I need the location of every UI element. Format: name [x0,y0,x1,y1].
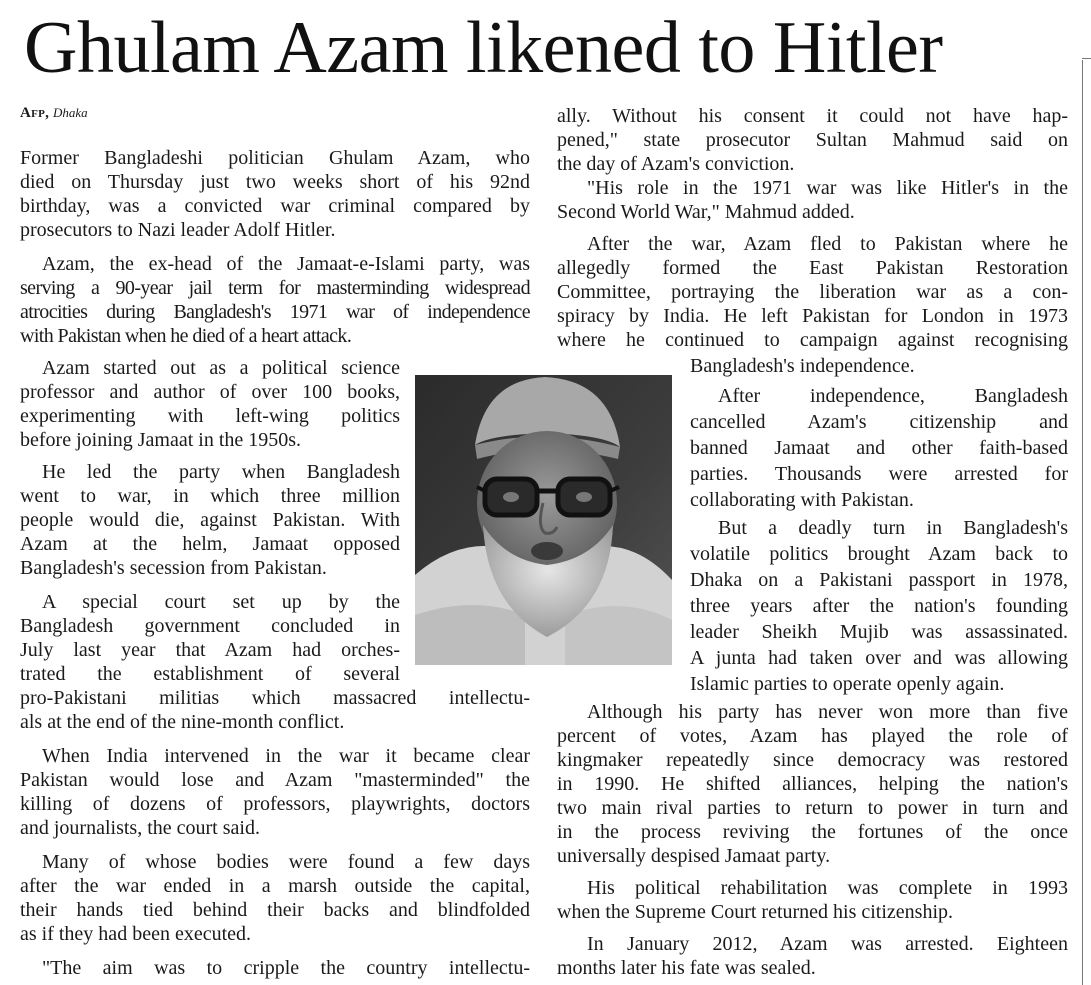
text-line: Although his party has never won more than five [587,701,1068,723]
text-line: killing of dozens of professors, playwrights, doctors [20,793,530,815]
text-line: professor and author of over 100 books, [20,381,400,403]
text-line: universally despised Jamaat party. [557,845,831,867]
text-line: ally. Without his consent it could not have hap- [557,105,1068,127]
text-line: banned Jamaat and other faith-based [690,437,1068,459]
text-line: trated the establishment of several [20,663,400,685]
text-line: and journalists, the court said. [20,817,260,839]
text-line: percent of votes, Azam has played the role of [557,725,1068,747]
text-line: serving a 90-year jail term for masterminding widespread [20,277,530,299]
text-line: where he continued to campaign against recognising [557,329,1068,351]
text-line: allegedly formed the East Pakistan Restoration [557,257,1068,279]
text-line: their hands tied behind their backs and blindfolded [20,899,530,921]
column-rule [1082,60,1083,985]
text-line: "His role in the 1971 war was like Hitler's in the [587,177,1068,199]
text-line: experimenting with left-wing politics [20,405,400,427]
text-line: He led the party when Bangladesh [42,461,400,483]
text-line: pro-Pakistani militias which massacred intellectu- [20,687,530,709]
text-line: A junta had taken over and was allowing [690,647,1068,669]
text-line: collaborating with Pakistan. [690,489,914,511]
text-line: the day of Azam's conviction. [557,153,795,175]
text-line: After independence, Bangladesh [718,385,1068,407]
text-line: Azam, the ex-head of the Jamaat-e-Islami party, was [42,253,530,275]
text-line: when the Supreme Court returned his citizenship. [557,901,954,923]
text-line: Committee, portraying the liberation war as a con- [557,281,1068,303]
text-line: kingmaker repeatedly since democracy was restored [557,749,1068,771]
text-line: parties. Thousands were arrested for [690,463,1068,485]
text-line: people would die, against Pakistan. With [20,509,400,531]
text-line: When India intervened in the war it became clear [42,745,530,767]
byline-place: Dhaka [52,105,88,120]
text-line: After the war, Azam fled to Pakistan where he [587,233,1068,255]
text-line: als at the end of the nine-month conflict. [20,711,345,733]
text-line: atrocities during Bangladesh's 1971 war of independence [20,301,530,323]
text-line: Bangladesh's secession from Pakistan. [20,557,327,579]
text-line: Many of whose bodies were found a few days [42,851,530,873]
text-line: Dhaka on a Pakistani passport in 1978, [690,569,1068,591]
text-line: went to war, in which three million [20,485,400,507]
text-line: after the war ended in a marsh outside the capital, [20,875,530,897]
text-line: pened," state prosecutor Sultan Mahmud said on [557,129,1068,151]
text-line: in 1990. He shifted alliances, helping the nation's [557,773,1068,795]
text-line: Pakistan would lose and Azam "masterminded" the [20,769,530,791]
byline-agency: Afp, [20,105,50,121]
text-line: months later his fate was sealed. [557,957,816,979]
text-line: But a deadly turn in Bangladesh's [718,517,1068,539]
text-line: In January 2012, Azam was arrested. Eighteen [587,933,1068,955]
text-line: Bangladesh's independence. [690,355,915,377]
text-line: before joining Jamaat in the 1950s. [20,429,302,451]
text-line: died on Thursday just two weeks short of his 92nd [20,171,530,193]
text-line: His political rehabilitation was complete in 1993 [587,877,1068,899]
text-line: Azam started out as a political science [42,357,400,379]
portrait-photo [415,375,672,665]
byline [20,104,88,122]
text-line: three years after the nation's founding [690,595,1068,617]
text-line: two main rival parties to return to power in turn and [557,797,1068,819]
text-line: prosecutors to Nazi leader Adolf Hitler. [20,219,336,241]
text-line: Islamic parties to operate openly again. [690,673,1005,695]
text-line: July last year that Azam had orches- [20,639,400,661]
text-line: birthday, was a convicted war criminal compared by [20,195,530,217]
text-line: cancelled Azam's citizenship and [690,411,1068,433]
text-line: in the process reviving the fortunes of the once [557,821,1068,843]
text-line: A special court set up by the [42,591,400,613]
text-line: Second World War," Mahmud added. [557,201,855,223]
column-rule [1082,58,1091,59]
text-line: Former Bangladeshi politician Ghulam Azam, who [20,147,530,169]
text-line: "The aim was to cripple the country intellectu- [42,957,530,979]
text-line: spiracy by India. He left Pakistan for London in 1973 [557,305,1068,327]
text-line: Azam at the helm, Jamaat opposed [20,533,400,555]
text-line: Bangladesh government concluded in [20,615,400,637]
text-line: volatile politics brought Azam back to [690,543,1068,565]
text-line: with Pakistan when he died of a heart attack. [20,325,352,347]
headline: Ghulam Azam likened to Hitler [24,7,943,89]
text-line: leader Sheikh Mujib was assassinated. [690,621,1068,643]
text-line: as if they had been executed. [20,923,252,945]
